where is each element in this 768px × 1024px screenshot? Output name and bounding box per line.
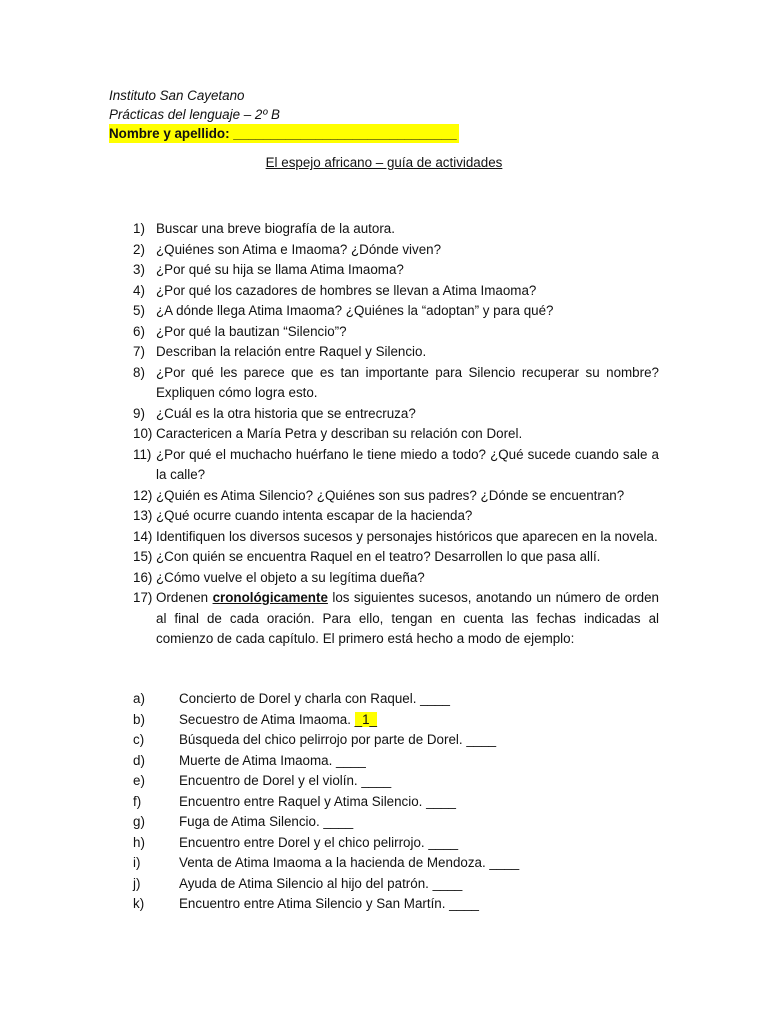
question-item bbox=[133, 219, 659, 240]
event-item bbox=[133, 771, 659, 792]
question-text: ¿Con quién se encuentra Raquel en el teatro? Desarrollen lo que pasa allí. bbox=[156, 549, 601, 564]
event-text-container bbox=[179, 689, 659, 710]
event-item bbox=[133, 792, 659, 813]
event-item bbox=[133, 751, 659, 772]
event-letter: a) bbox=[133, 691, 145, 706]
question-item bbox=[133, 506, 659, 527]
question-item bbox=[133, 568, 659, 589]
question-text: Identifiquen los diversos sucesos y personajes históricos que aparecen en la novela. bbox=[156, 528, 658, 544]
question-text: ¿A dónde llega Atima Imaoma? ¿Quiénes la “adoptan” y para qué? bbox=[156, 303, 554, 318]
question-number: 14) bbox=[133, 528, 153, 544]
event-letter: g) bbox=[133, 814, 145, 829]
question-item bbox=[133, 445, 659, 486]
event-item bbox=[133, 894, 659, 915]
event-item bbox=[133, 853, 659, 874]
question-text: ¿Qué ocurre cuando intenta escapar de la hacienda? bbox=[156, 508, 473, 523]
question-number: 10) bbox=[133, 426, 153, 441]
event-letter: h) bbox=[133, 834, 145, 850]
event-letter: d) bbox=[133, 752, 145, 768]
example-answer: _1_ bbox=[354, 711, 377, 727]
question-item bbox=[133, 301, 659, 322]
question-item bbox=[133, 342, 659, 363]
event-text-container bbox=[179, 853, 659, 874]
event-letter: j) bbox=[133, 875, 141, 891]
event-text-container bbox=[179, 833, 659, 854]
event-text: Encuentro entre Dorel y el chico pelirrojo. ____ bbox=[179, 834, 459, 850]
question-text: ¿Por qué los cazadores de hombres se llevan a Atima Imaoma? bbox=[156, 282, 537, 298]
event-item bbox=[133, 874, 659, 895]
question-item bbox=[133, 527, 659, 548]
question-text: ¿Quiénes son Atima e Imaoma? ¿Dónde viven? bbox=[156, 241, 442, 257]
question-item bbox=[133, 424, 659, 445]
question-number: 17) bbox=[133, 590, 153, 605]
question-item bbox=[133, 260, 659, 281]
event-text-container bbox=[179, 730, 659, 751]
school-name: Instituto San Cayetano bbox=[109, 88, 245, 103]
event-text: Ayuda de Atima Silencio al hijo del patrón. ____ bbox=[179, 875, 463, 891]
question-item bbox=[133, 547, 659, 568]
event-text-container bbox=[179, 894, 659, 915]
event-item bbox=[133, 689, 659, 710]
event-letter: b) bbox=[133, 711, 145, 727]
question-number: 9) bbox=[133, 405, 145, 421]
question-number: 12) bbox=[133, 487, 153, 503]
event-letter: c) bbox=[133, 732, 145, 747]
question-text: ¿Quién es Atima Silencio? ¿Quiénes son sus padres? ¿Dónde se encuentran? bbox=[156, 487, 625, 503]
event-text: Venta de Atima Imaoma a la hacienda de Mendoza. ____ bbox=[179, 855, 520, 870]
question-text: ¿Por qué su hija se llama Atima Imaoma? bbox=[156, 262, 404, 277]
event-text: Búsqueda del chico pelirrojo por parte de Dorel. ____ bbox=[179, 732, 497, 747]
question-text: Caractericen a María Petra y describan su relación con Dorel. bbox=[156, 426, 523, 441]
question-number: 15) bbox=[133, 549, 153, 564]
question-text: ¿Por qué les parece que es tan importante para Silencio recuperar su nombre? Expliquen cómo logra esto. bbox=[156, 364, 659, 400]
question-item bbox=[133, 404, 659, 425]
event-text-container bbox=[179, 710, 659, 731]
question-text-end: los siguientes sucesos, anotando un número de orden al final de cada oración. Para ello, tengan en cuenta las fechas indicadas al comienzo de cada capítulo. El primero está hecho a modo de ejemplo: bbox=[156, 590, 659, 646]
question-text bbox=[156, 588, 659, 650]
question-text: ¿Cómo vuelve el objeto a su legítima dueña? bbox=[156, 569, 425, 585]
question-text: ¿Por qué el muchacho huérfano le tiene miedo a todo? ¿Qué sucede cuando sale a la calle? bbox=[156, 446, 659, 482]
question-text: ¿Cuál es la otra historia que se entrecruza? bbox=[156, 405, 416, 421]
event-text-container bbox=[179, 792, 659, 813]
event-item bbox=[133, 730, 659, 751]
event-text: Fuga de Atima Silencio. ____ bbox=[179, 814, 354, 829]
page-title: El espejo africano – guía de actividades bbox=[265, 155, 503, 170]
event-text-container bbox=[179, 751, 659, 772]
question-item bbox=[133, 322, 659, 343]
document-header bbox=[109, 86, 459, 143]
question-number: 7) bbox=[133, 344, 145, 359]
questions-list bbox=[133, 219, 659, 650]
question-item bbox=[133, 588, 659, 650]
question-item bbox=[133, 281, 659, 302]
event-letter: i) bbox=[133, 855, 141, 870]
question-text: ¿Por qué la bautizan “Silencio”? bbox=[156, 323, 347, 339]
question-number: 6) bbox=[133, 323, 145, 339]
event-text-container bbox=[179, 874, 659, 895]
event-item bbox=[133, 812, 659, 833]
event-item bbox=[133, 710, 659, 731]
question-item bbox=[133, 240, 659, 261]
keyword-cronologicamente: cronológicamente bbox=[212, 590, 328, 605]
event-text: Encuentro entre Raquel y Atima Silencio. ____ bbox=[179, 793, 456, 809]
question-text-start: Ordenen bbox=[156, 590, 213, 605]
question-text: Buscar una breve biografía de la autora. bbox=[156, 221, 395, 236]
question-item bbox=[133, 486, 659, 507]
question-number: 11) bbox=[133, 446, 152, 462]
event-text-container bbox=[179, 812, 659, 833]
event-text-container bbox=[179, 771, 659, 792]
event-item bbox=[133, 833, 659, 854]
question-number: 2) bbox=[133, 241, 145, 257]
name-field-label: Nombre y apellido: ______________________________ bbox=[109, 126, 457, 141]
event-letter: k) bbox=[133, 896, 145, 911]
question-number: 5) bbox=[133, 303, 145, 318]
course-name: Prácticas del lenguaje – 2º B bbox=[109, 107, 280, 122]
question-item bbox=[133, 363, 659, 404]
event-text: Muerte de Atima Imaoma. ____ bbox=[179, 752, 366, 768]
question-number: 4) bbox=[133, 282, 145, 298]
event-text: Encuentro de Dorel y el violín. ____ bbox=[179, 773, 392, 788]
events-list bbox=[133, 689, 659, 915]
question-number: 13) bbox=[133, 508, 153, 523]
question-number: 16) bbox=[133, 569, 153, 585]
question-number: 3) bbox=[133, 262, 145, 277]
event-text: Encuentro entre Atima Silencio y San Martín. ____ bbox=[179, 896, 479, 911]
question-number: 8) bbox=[133, 364, 145, 380]
event-text: Concierto de Dorel y charla con Raquel. ____ bbox=[179, 691, 450, 706]
event-text: Secuestro de Atima Imaoma. bbox=[179, 711, 355, 727]
question-text: Describan la relación entre Raquel y Silencio. bbox=[156, 344, 427, 359]
event-letter: f) bbox=[133, 793, 142, 809]
question-number: 1) bbox=[133, 221, 145, 236]
event-letter: e) bbox=[133, 773, 145, 788]
